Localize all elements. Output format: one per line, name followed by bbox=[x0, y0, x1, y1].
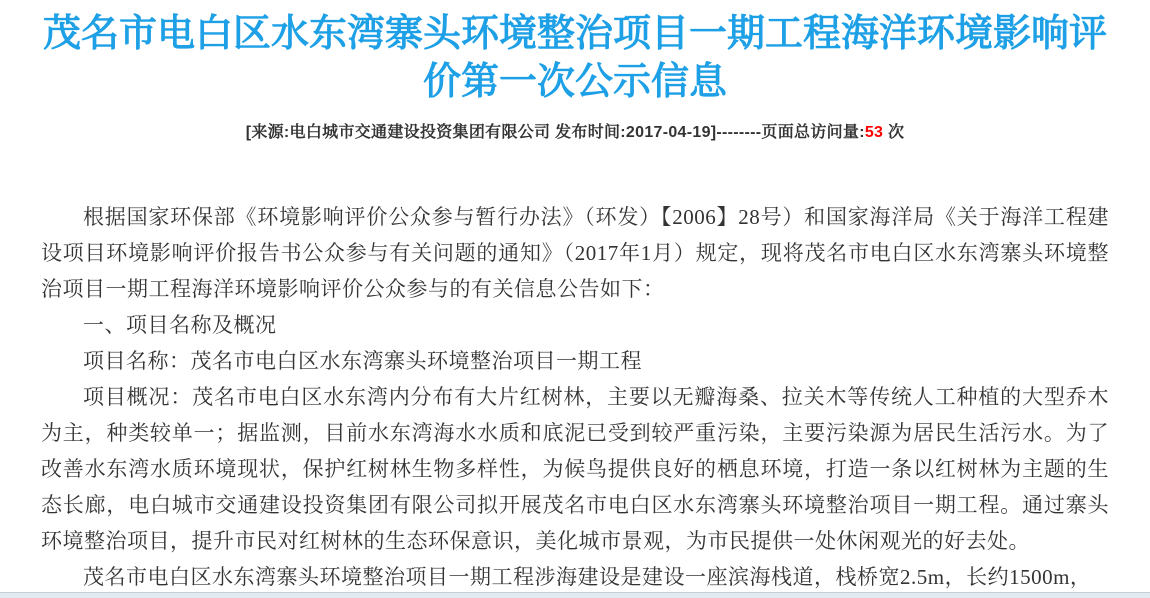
paragraph-construction-details: 茂名市电白区水东湾寨头环境整治项目一期工程涉海建设是建设一座滨海栈道，栈桥宽2.5m，长约1500m， bbox=[83, 565, 1092, 589]
paragraph-project-overview: 项目概况：茂名市电白区水东湾内分布有大片红树林，主要以无瓣海桑、拉关木等传统人工种植的大型乔木为主，种类较单一；据监测，目前水东湾海水水质和底泥已受到较严重污染，主要污染源为居民生活污水。为了改善水东湾水质环境现状，保护红树林生物多样性，为候鸟提供良好的栖息环境，打造一条以红树林为主题的生态长廊，电白城市交通建设投资集团有限公司拟开展茂名市电白区水东湾寨头环境整治项目一期工程。通过寨头环境整治项目，提升市民对红树林的生态环保意识，美化城市景观，为市民提供一处休闲观光的好去处。 bbox=[41, 385, 1109, 553]
paragraph-project-name: 项目名称：茂名市电白区水东湾寨头环境整治项目一期工程 bbox=[83, 349, 642, 373]
visit-count-unit: 次 bbox=[883, 124, 905, 141]
visit-count: 53 bbox=[864, 124, 884, 141]
paragraph-section-heading: 一、项目名称及概况 bbox=[83, 313, 277, 337]
announcement-page bbox=[0, 10, 1150, 595]
source-and-date-text: [来源:电白城市交通建设投资集团有限公司 发布时间:2017-04-19]--------页面总访问量: bbox=[245, 124, 865, 141]
bottom-divider bbox=[0, 592, 1150, 598]
paragraph-intro: 根据国家环保部《环境影响评价公众参与暂行办法》（环发）【2006】28号）和国家海洋局《关于海洋工程建设项目环境影响评价报告书公众参与有关问题的通知》（2017年1月）规定，现将茂名市电白区水东湾寨头环境整治项目一期工程海洋环境影响评价公众参与的有关信息公告如下： bbox=[41, 205, 1109, 301]
page-title: 茂名市电白区水东湾寨头环境整治项目一期工程海洋环境影响评价第一次公示信息 bbox=[42, 13, 1107, 103]
meta-line bbox=[0, 119, 1150, 142]
article-body bbox=[41, 199, 1109, 595]
